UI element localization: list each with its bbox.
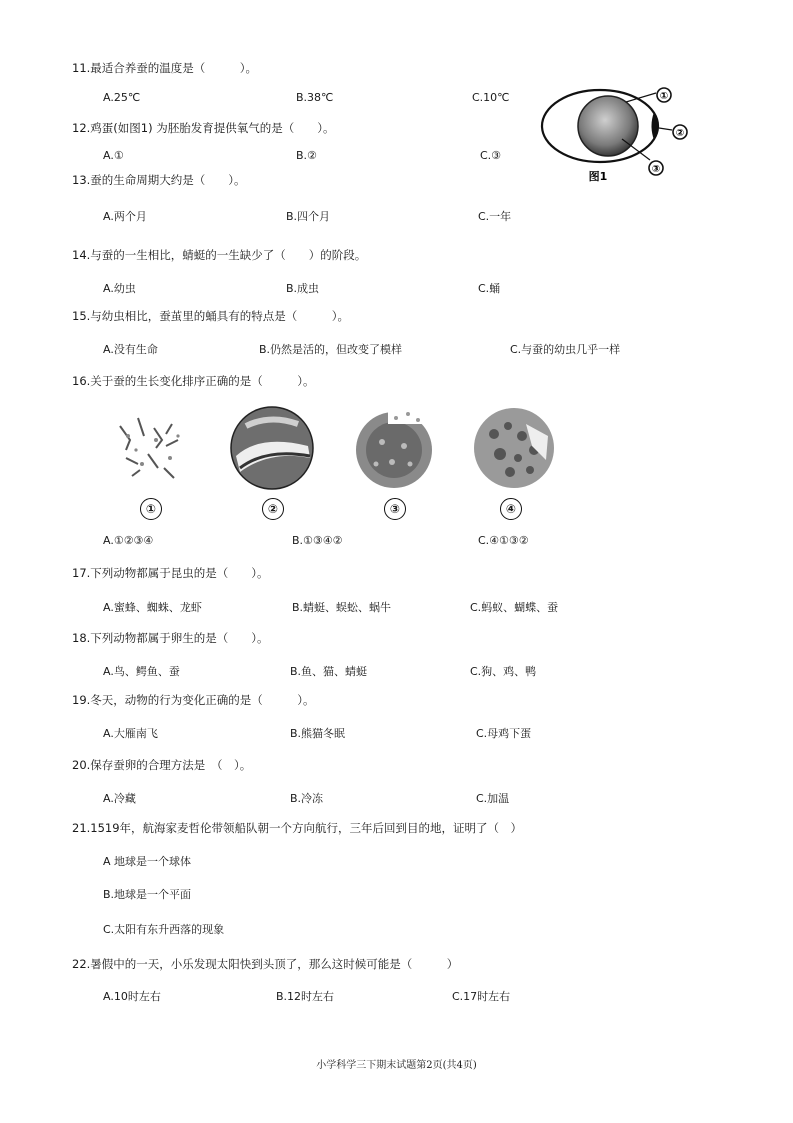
q11-option-b: B.38℃ <box>296 91 334 104</box>
q21-option-c: C.太阳有东升西落的现象 <box>103 923 225 936</box>
photo-label-2: ② <box>262 498 284 520</box>
q21-option-b: B.地球是一个平面 <box>103 888 192 901</box>
question-19: 19.冬天，动物的行为变化正确的是（ ）。 <box>72 693 315 707</box>
egg-diagram <box>538 84 708 184</box>
q13-option-c: C.一年 <box>478 210 512 223</box>
q20-option-a: A.冷藏 <box>103 792 136 805</box>
q15-option-a: A.没有生命 <box>103 343 158 356</box>
q17-option-c: C.蚂蚁、蝴蝶、蚕 <box>470 601 559 614</box>
fig1-label-3: ③ <box>651 164 661 175</box>
q11-option-a: A.25℃ <box>103 91 141 104</box>
q12-option-a: A.① <box>103 149 124 162</box>
q16-option-c: C.④①③② <box>478 534 529 547</box>
silkworm-moth-photo <box>472 406 556 490</box>
question-12: 12.鸡蛋(如图1) 为胚胎发育提供氧气的是（ ）。 <box>72 121 335 135</box>
q17-option-b: B.蜻蜓、蜈蚣、蜗牛 <box>292 601 392 614</box>
q20-option-c: C.加温 <box>476 792 510 805</box>
q17-option-a: A.蜜蜂、蜘蛛、龙虾 <box>103 601 202 614</box>
q19-option-a: A.大雁南飞 <box>103 727 158 740</box>
photo-label-1: ① <box>140 498 162 520</box>
q22-option-a: A.10时左右 <box>103 990 161 1003</box>
q18-option-a: A.鸟、鳄鱼、蚕 <box>103 665 180 678</box>
q13-option-a: A.两个月 <box>103 210 147 223</box>
question-22: 22.暑假中的一天，小乐发现太阳快到头顶了，那么这时候可能是（ ） <box>72 957 459 971</box>
q19-option-c: C.母鸡下蛋 <box>476 727 532 740</box>
q15-option-c: C.与蚕的幼虫几乎一样 <box>510 343 621 356</box>
question-16: 16.关于蚕的生长变化排序正确的是（ ）。 <box>72 374 315 388</box>
q18-option-c: C.狗、鸡、鸭 <box>470 665 537 678</box>
q18-option-b: B.鱼、猫、蜻蜓 <box>290 665 368 678</box>
q14-option-a: A.幼虫 <box>103 282 136 295</box>
q16-option-a: A.①②③④ <box>103 534 154 547</box>
page-footer: 小学科学三下期末试题第2页(共4页) <box>316 1060 477 1071</box>
silkworm-eggs-photo <box>108 406 192 490</box>
q12-option-b: B.② <box>296 149 317 162</box>
question-14: 14.与蚕的一生相比，蜻蜓的一生缺少了（ ）的阶段。 <box>72 248 367 262</box>
q22-option-c: C.17时左右 <box>452 990 511 1003</box>
fig1-label-2: ② <box>675 128 685 139</box>
q14-option-b: B.成虫 <box>286 282 320 295</box>
silkworm-cocoon-photo <box>352 406 436 490</box>
question-20: 20.保存蚕卵的合理方法是 （ ）。 <box>72 758 252 772</box>
egg-figure <box>538 84 708 184</box>
q16-option-b: B.①③④② <box>292 534 343 547</box>
question-15: 15.与幼虫相比，蚕茧里的蛹具有的特点是（ ）。 <box>72 309 350 323</box>
photo-label-4: ④ <box>500 498 522 520</box>
question-17: 17.下列动物都属于昆虫的是（ ）。 <box>72 566 269 580</box>
question-11: 11.最适合养蚕的温度是（ ）。 <box>72 61 258 75</box>
q20-option-b: B.冷冻 <box>290 792 324 805</box>
photo-label-3: ③ <box>384 498 406 520</box>
silkworm-larva-photo <box>230 406 314 490</box>
fig1-caption: 图1 <box>588 170 608 183</box>
q21-option-a: A 地球是一个球体 <box>103 855 192 868</box>
q22-option-b: B.12时左右 <box>276 990 335 1003</box>
question-18: 18.下列动物都属于卵生的是（ ）。 <box>72 631 269 645</box>
q15-option-b: B.仍然是活的，但改变了模样 <box>259 343 403 356</box>
q19-option-b: B.熊猫冬眠 <box>290 727 346 740</box>
q14-option-c: C.蛹 <box>478 282 501 295</box>
q12-option-c: C.③ <box>480 149 502 162</box>
question-13: 13.蚕的生命周期大约是（ ）。 <box>72 173 246 187</box>
q11-option-c: C.10℃ <box>472 91 510 104</box>
fig1-label-1: ① <box>659 91 669 102</box>
question-21: 21.1519年，航海家麦哲伦带领船队朝一个方向航行，三年后回到目的地，证明了（ ） <box>72 821 523 835</box>
q13-option-b: B.四个月 <box>286 210 331 223</box>
